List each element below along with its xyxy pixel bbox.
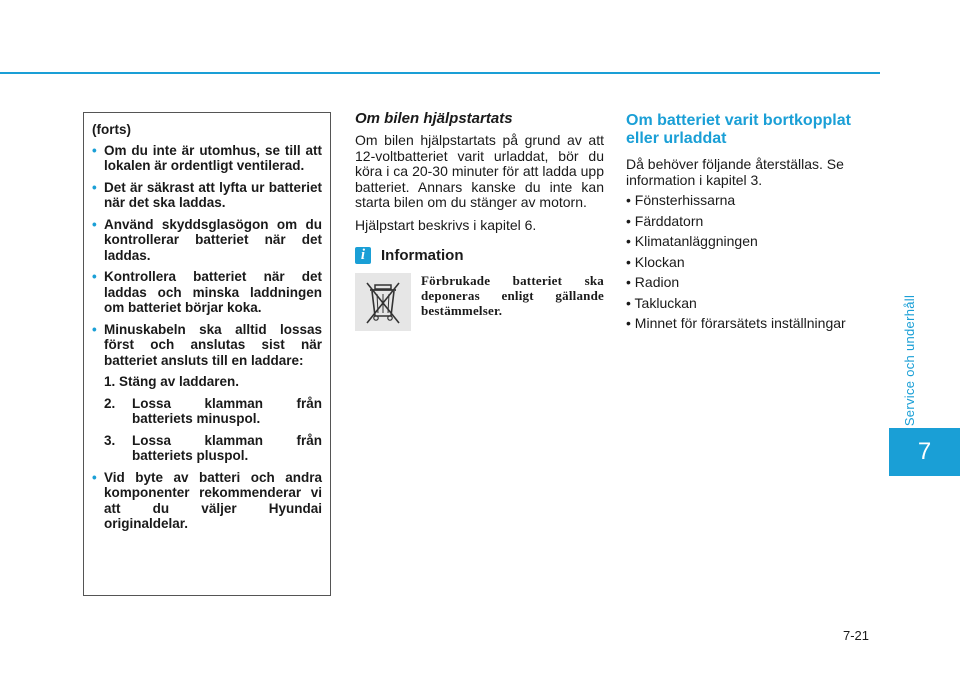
bullet-icon: •	[92, 216, 97, 232]
warning-item: • Vid byte av batteri och andra komponenter rekommenderar vi att du väljer Hyundai originaldelar.	[92, 469, 322, 531]
page-number: 7-21	[843, 628, 870, 643]
list-item: • Färddatorn	[626, 213, 881, 229]
information-body	[355, 273, 604, 331]
warning-step: 1. Stäng av laddaren.	[104, 374, 240, 389]
warning-item: • Det är säkrast att lyfta ur batteriet när det ska laddas.	[92, 179, 322, 210]
warning-item: • Använd skyddsglasögon om du kontrollerar batteriet när det laddas.	[92, 216, 322, 263]
disconnected-section	[626, 112, 881, 336]
list-item: • Klimatanläggningen	[626, 233, 881, 249]
section-side-label	[890, 294, 930, 426]
list-item: • Radion	[626, 274, 881, 290]
warning-item: • Minuskabeln ska alltid lossas först och anslutas sist när batteriet ansluts till en laddare:	[92, 321, 322, 368]
warning-item: • Kontrollera batteriet när det laddas och minska laddningen om batteriet börjar koka.	[92, 269, 322, 315]
warning-step: 2. Lossa klamman från batteriets minuspol.	[104, 395, 322, 426]
list-item: • Takluckan	[626, 295, 881, 311]
chapter-tab: 7	[889, 428, 960, 476]
warning-continued-label: (forts)	[92, 122, 131, 137]
information-text: Förbrukade batteriet ska deponeras enligt gällande bestämmelser.	[421, 273, 604, 318]
list-item: • Fönsterhissarna	[626, 192, 881, 208]
warning-step: 3. Lossa klamman från batteriets pluspol.	[104, 432, 322, 463]
bullet-icon: •	[92, 142, 97, 158]
disconnected-heading: Om batteriet varit bortkopplat eller urladdat	[626, 112, 851, 147]
information-header	[355, 247, 604, 264]
disconnected-intro: Då behöver följande återställas. Se information i kapitel 3.	[626, 156, 844, 188]
list-item: • Minnet för förarsätets inställningar	[626, 315, 881, 331]
bullet-icon: •	[92, 269, 97, 284]
bullet-icon: •	[92, 179, 97, 195]
information-title: Information	[381, 247, 464, 264]
jumpstart-reference: Hjälpstart beskrivs i kapitel 6.	[355, 216, 537, 233]
crossed-out-bin-icon	[355, 273, 411, 331]
jumpstart-paragraph: Om bilen hjälpstartats på grund av att 12-voltbatteriet varit urladdat, bör du köra i ca 20-30 minuter för att ladda upp batteriet. Annars kanske du inte kan starta bilen om du stänger av motorn.	[355, 132, 604, 210]
warning-item: • Om du inte är utomhus, se till att lokalen är ordentligt ventilerad.	[92, 142, 322, 173]
reset-list	[626, 192, 881, 331]
jumpstart-section	[355, 110, 604, 331]
header-rule	[0, 72, 880, 74]
bullet-icon: •	[92, 469, 97, 485]
list-item: • Klockan	[626, 254, 881, 270]
jumpstart-heading: Om bilen hjälpstartats	[355, 110, 513, 127]
info-icon: i	[355, 247, 371, 264]
section-label-text: Service och underhåll	[902, 294, 918, 426]
bullet-icon: •	[92, 321, 97, 337]
warning-box	[83, 112, 331, 596]
